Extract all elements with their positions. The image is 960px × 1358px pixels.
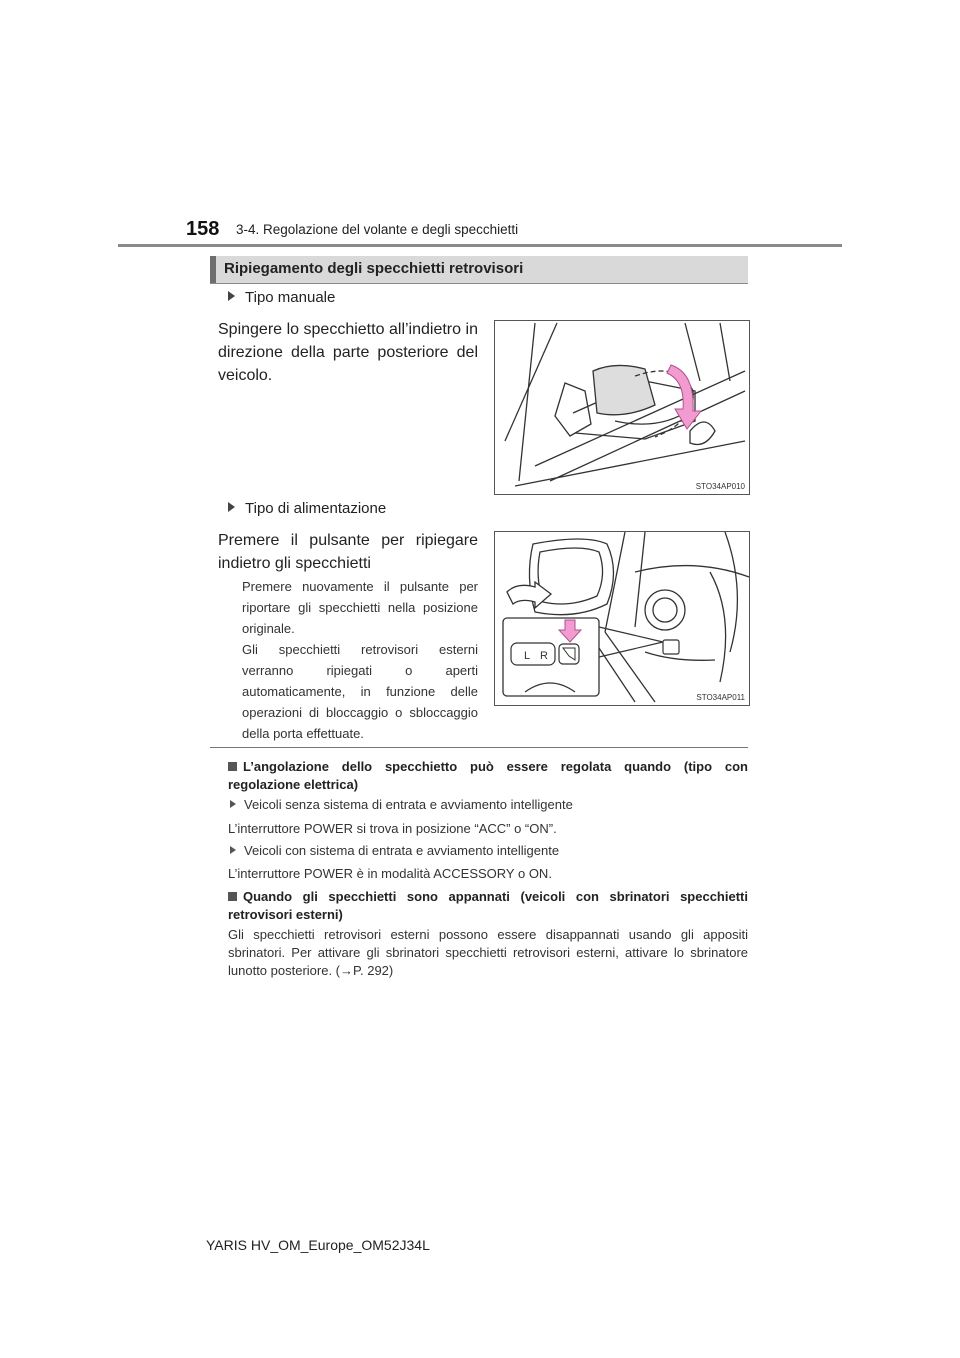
square-bullet-icon xyxy=(228,762,237,771)
note-1-heading xyxy=(228,758,748,794)
power-type-label xyxy=(228,500,386,517)
power-mirror-figure xyxy=(494,531,750,706)
power-note-1: Premere nuovamente il pulsante per riportare gli specchietti nella posizione originale. xyxy=(242,579,478,636)
square-bullet-icon xyxy=(228,892,237,901)
note-1-text-1: L’interruttore POWER si trova in posizione “ACC” o “ON”. xyxy=(228,821,557,836)
section-title: Ripiegamento degli specchietti retrovisori xyxy=(224,260,524,277)
document-footer: YARIS HV_OM_Europe_OM52J34L xyxy=(206,1237,430,1253)
manual-mirror-illustration xyxy=(495,321,749,494)
header-divider xyxy=(118,244,842,247)
section-title-bar xyxy=(210,256,748,283)
switch-right-label: R xyxy=(540,650,548,662)
triangle-bullet-icon xyxy=(230,846,236,854)
manual-mirror-figure xyxy=(494,320,750,495)
switch-left-label: L xyxy=(524,650,531,662)
note-2-heading xyxy=(228,888,748,924)
power-instruction: Premere il pulsante per ripiegare indietro gli specchietti xyxy=(218,532,478,572)
figure-code: STO34AP011 xyxy=(696,693,745,702)
note-2-text: Gli specchietti retrovisori esterni possono essere disappannati usando gli appositi sbrinatori. Per attivare gli sbrinatori specchietti retrovisori esterni, attivare lo sbrinatore lunotto posteriore. (→P. 292) xyxy=(228,927,748,978)
note-1-heading-text: L’angolazione dello specchietto può essere regolata quando (tipo con regolazione elettrica) xyxy=(228,759,748,792)
manual-instruction: Spingere lo specchietto all’indietro in direzione della parte posteriore del veicolo. xyxy=(218,321,478,384)
section-heading: 3-4. Regolazione del volante e degli specchietti xyxy=(236,222,519,237)
triangle-bullet-icon xyxy=(228,502,235,512)
note-1-sub-1-text: Veicoli senza sistema di entrata e avviamento intelligente xyxy=(244,797,573,812)
power-type-text: Tipo di alimentazione xyxy=(245,500,387,517)
note-1-sub-2 xyxy=(230,842,559,860)
triangle-bullet-icon xyxy=(228,291,235,301)
note-2-heading-text: Quando gli specchietti sono appannati (veicoli con sbrinatori specchietti retrovisori esterni) xyxy=(228,889,748,922)
title-underline xyxy=(210,283,748,284)
page-number: 158 xyxy=(186,218,220,240)
manual-type-label xyxy=(228,289,335,306)
note-1-sub-2-text: Veicoli con sistema di entrata e avviamento intelligente xyxy=(244,843,560,858)
notes-divider xyxy=(210,747,748,748)
title-accent xyxy=(210,256,216,283)
manual-type-text: Tipo manuale xyxy=(245,289,336,306)
triangle-bullet-icon xyxy=(230,800,236,808)
note-1-text-2: L’interruttore POWER è in modalità ACCESSORY o ON. xyxy=(228,866,552,881)
power-note-2: Gli specchietti retrovisori esterni verranno ripiegati o aperti automaticamente, in funzione delle operazioni di bloccaggio o sbloccaggio della porta effettuate. xyxy=(242,642,478,741)
figure-code: STO34AP010 xyxy=(695,482,745,491)
power-mirror-illustration xyxy=(495,532,749,705)
note-1-sub-1 xyxy=(230,796,573,814)
